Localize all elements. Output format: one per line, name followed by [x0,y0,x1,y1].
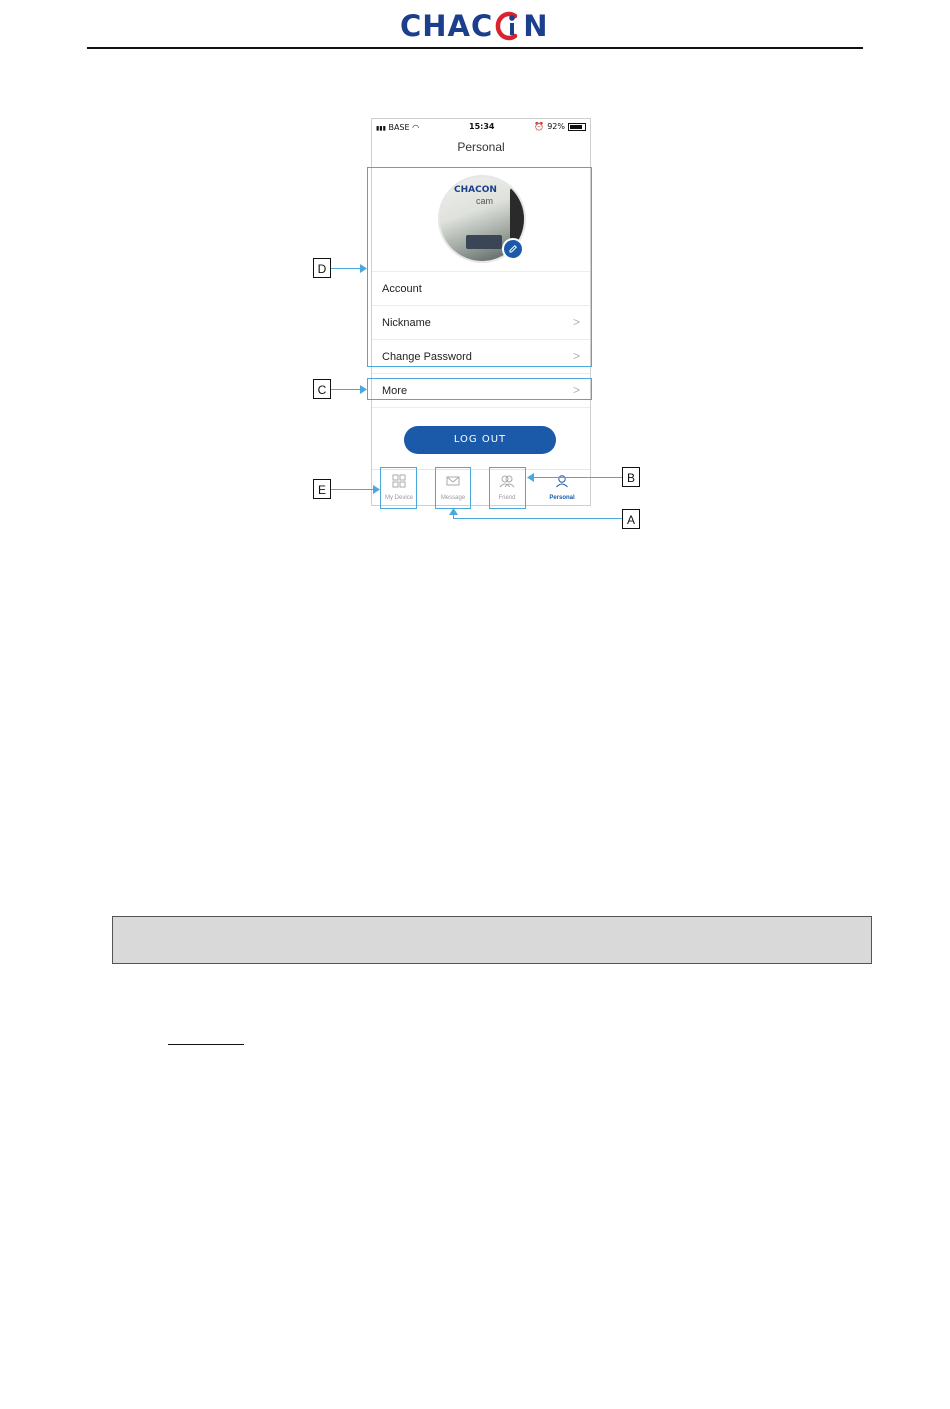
status-bar [372,119,590,135]
battery-status: ⏰ 92% [534,122,586,131]
chevron-right-icon: > [572,349,580,363]
callout-e: E [313,479,331,499]
logo-mark-icon [493,10,523,42]
nickname-label: Nickname [382,317,431,329]
callout-a-line-h [453,518,622,519]
highlight-box-b [489,467,526,509]
chevron-right-icon: > [572,383,580,397]
highlight-box-c [367,378,592,400]
callout-b-line [532,477,622,478]
avatar-brand: CHACON [454,185,497,195]
chacon-logo [400,6,560,46]
callout-d: D [313,258,331,278]
more-label: More [382,385,408,397]
arrow-right-icon [360,385,368,394]
change-password-label: Change Password [382,351,472,363]
logo-text-right: N [523,9,549,43]
tab-my-device-label: My Device [384,495,413,501]
callout-b: B [622,467,640,487]
tab-friend-label: Friend [498,495,516,501]
logout-button[interactable]: LOG OUT [404,426,556,454]
underline-stub [168,1044,244,1045]
tab-personal[interactable] [540,474,584,501]
gray-note-band [112,916,872,964]
signal-icon: ▮▮▮ [376,125,386,132]
carrier-label: ▮▮▮ BASE ◠ [376,123,420,132]
chevron-right-icon: > [572,315,580,329]
tab-message-label: Message [440,495,466,501]
alarm-icon: ⏰ [534,122,545,131]
battery-icon [568,123,586,131]
header-rule [87,47,863,49]
callout-e-line [331,489,377,490]
screen-title: Personal [457,140,505,154]
callout-c: C [313,379,331,399]
highlight-box-a [435,467,471,509]
logo-text-left: CHAC [400,9,494,43]
account-label: Account [382,283,422,295]
wifi-icon: ◠ [412,123,420,132]
clock: 15:34 [469,122,495,131]
tab-personal-label: Personal [549,495,575,501]
arrow-right-icon [360,264,368,273]
arrow-up-icon [449,508,458,515]
arrow-right-icon [373,485,381,494]
highlight-box-e [380,467,417,509]
arrow-left-icon [526,473,534,482]
highlight-box-d [367,167,592,367]
avatar-sub: cam [476,196,494,206]
callout-a: A [622,509,640,529]
